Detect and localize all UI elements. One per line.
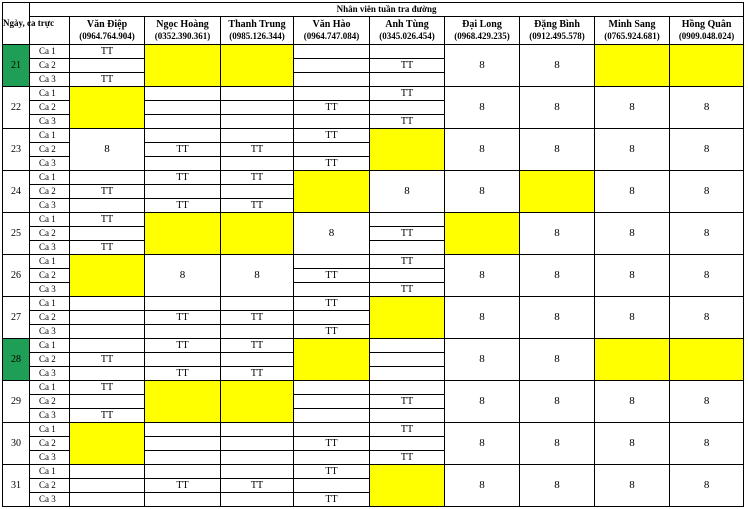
day-off-cell	[221, 381, 294, 423]
merged-shift-cell: 8	[520, 339, 595, 381]
merged-shift-cell: 8	[520, 45, 595, 87]
shift-cell	[221, 101, 294, 115]
staff-header	[294, 17, 370, 45]
shift-label: Ca 3	[30, 283, 70, 297]
shift-cell	[370, 367, 445, 381]
shift-cell: TT	[70, 213, 145, 227]
shift-cell: TT	[145, 339, 221, 353]
staff-name: Hồng Quân	[681, 19, 732, 30]
shift-cell: TT	[294, 101, 370, 115]
shift-cell	[70, 171, 145, 185]
shift-cell: TT	[221, 171, 294, 185]
shift-label: Ca 1	[30, 129, 70, 143]
merged-shift-cell: 8	[670, 255, 744, 297]
shift-cell: TT	[370, 115, 445, 129]
shift-cell: TT	[294, 493, 370, 507]
shift-cell: TT	[70, 73, 145, 87]
merged-shift-cell: 8	[595, 213, 670, 255]
shift-cell	[221, 185, 294, 199]
shift-row	[3, 339, 744, 353]
staff-name: Anh Tùng	[385, 19, 429, 30]
day-off-cell	[595, 45, 670, 87]
shift-cell	[294, 59, 370, 73]
shift-cell	[145, 465, 221, 479]
shift-cell	[370, 45, 445, 59]
day-off-cell	[294, 171, 370, 213]
day-number: 25	[3, 213, 30, 255]
merged-shift-cell: 8	[445, 423, 520, 465]
shift-label: Ca 2	[30, 479, 70, 493]
merged-shift-cell: 8	[520, 129, 595, 171]
shift-cell	[70, 367, 145, 381]
day-off-cell	[221, 213, 294, 255]
shift-row	[3, 465, 744, 479]
staff-header-row	[3, 17, 744, 45]
merged-shift-cell: 8	[670, 213, 744, 255]
shift-label: Ca 3	[30, 451, 70, 465]
shift-cell: TT	[370, 451, 445, 465]
shift-label: Ca 2	[30, 101, 70, 115]
staff-name: Đặng Bình	[534, 19, 580, 30]
shift-label: Ca 2	[30, 185, 70, 199]
shift-label: Ca 1	[30, 381, 70, 395]
staff-phone: (0345.026.454)	[379, 31, 435, 41]
shift-cell	[221, 157, 294, 171]
header-title-row	[3, 3, 744, 17]
shift-row	[3, 171, 744, 185]
shift-label: Ca 1	[30, 171, 70, 185]
day-off-cell	[145, 381, 221, 423]
shift-cell	[70, 199, 145, 213]
shift-cell	[294, 87, 370, 101]
shift-cell: TT	[70, 409, 145, 423]
shift-cell: TT	[145, 311, 221, 325]
shift-label: Ca 2	[30, 59, 70, 73]
shift-cell	[221, 129, 294, 143]
staff-group-title: Nhân viên tuần tra đường	[30, 3, 744, 17]
shift-cell	[294, 45, 370, 59]
shift-cell	[70, 395, 145, 409]
merged-shift-cell: 8	[670, 465, 744, 507]
shift-cell: TT	[294, 325, 370, 339]
staff-header	[595, 17, 670, 45]
day-number: 26	[3, 255, 30, 297]
shift-row	[3, 129, 744, 143]
shift-cell	[145, 129, 221, 143]
staff-name: Đại Long	[462, 19, 502, 30]
merged-shift-cell: 8	[520, 465, 595, 507]
staff-header	[445, 17, 520, 45]
day-number: 31	[3, 465, 30, 507]
merged-shift-cell: 8	[445, 297, 520, 339]
shift-cell: TT	[370, 283, 445, 297]
staff-header	[221, 17, 294, 45]
day-off-cell	[294, 339, 370, 381]
shift-cell	[294, 395, 370, 409]
merged-shift-cell: 8	[221, 255, 294, 297]
merged-shift-cell: 8	[595, 171, 670, 213]
merged-shift-cell: 8	[670, 297, 744, 339]
staff-header	[145, 17, 221, 45]
day-number: 30	[3, 423, 30, 465]
shift-cell	[370, 73, 445, 87]
merged-shift-cell: 8	[445, 339, 520, 381]
shift-cell: TT	[370, 227, 445, 241]
day-off-cell	[145, 213, 221, 255]
day-off-cell	[595, 339, 670, 381]
shift-cell	[370, 101, 445, 115]
shift-cell: TT	[70, 353, 145, 367]
merged-shift-cell: 8	[670, 423, 744, 465]
staff-header	[370, 17, 445, 45]
staff-phone: (0912.495.578)	[529, 31, 585, 41]
shift-label: Ca 3	[30, 493, 70, 507]
shift-cell	[70, 311, 145, 325]
shift-cell	[370, 381, 445, 395]
merged-shift-cell: 8	[520, 87, 595, 129]
shift-cell	[294, 423, 370, 437]
merged-shift-cell: 8	[595, 297, 670, 339]
day-off-cell	[370, 129, 445, 171]
shift-cell: TT	[370, 423, 445, 437]
shift-cell	[145, 157, 221, 171]
shift-cell: TT	[294, 437, 370, 451]
day-off-cell	[145, 45, 221, 87]
shift-cell	[370, 353, 445, 367]
shift-cell	[70, 297, 145, 311]
shift-cell	[145, 101, 221, 115]
shift-cell	[145, 87, 221, 101]
shift-cell	[370, 213, 445, 227]
shift-label: Ca 1	[30, 339, 70, 353]
shift-cell	[145, 423, 221, 437]
merged-shift-cell: 8	[445, 255, 520, 297]
shift-cell	[370, 437, 445, 451]
merged-shift-cell: 8	[595, 255, 670, 297]
shift-cell: TT	[145, 199, 221, 213]
shift-cell: TT	[370, 87, 445, 101]
merged-shift-cell: 8	[595, 381, 670, 423]
shift-cell	[70, 325, 145, 339]
merged-shift-cell: 8	[445, 129, 520, 171]
merged-shift-cell: 8	[670, 129, 744, 171]
shift-cell	[221, 465, 294, 479]
merged-shift-cell: 8	[595, 423, 670, 465]
day-off-cell	[670, 45, 744, 87]
staff-phone: (0765.924.681)	[604, 31, 660, 41]
day-off-cell	[670, 339, 744, 381]
shift-cell	[221, 423, 294, 437]
shift-cell	[294, 479, 370, 493]
shift-label: Ca 1	[30, 87, 70, 101]
day-number: 21	[3, 45, 30, 87]
merged-shift-cell: 8	[70, 129, 145, 171]
shift-label: Ca 3	[30, 157, 70, 171]
shift-label: Ca 2	[30, 395, 70, 409]
shift-cell	[221, 353, 294, 367]
shift-label: Ca 3	[30, 73, 70, 87]
staff-phone: (0964.747.084)	[303, 31, 360, 41]
shift-label: Ca 1	[30, 465, 70, 479]
shift-cell: TT	[145, 367, 221, 381]
shift-cell: TT	[221, 311, 294, 325]
merged-shift-cell: 8	[520, 255, 595, 297]
day-off-cell	[70, 255, 145, 297]
shift-cell: TT	[294, 129, 370, 143]
day-off-cell	[221, 45, 294, 87]
shift-label: Ca 3	[30, 409, 70, 423]
merged-shift-cell: 8	[520, 297, 595, 339]
shift-cell	[370, 339, 445, 353]
shift-cell	[70, 339, 145, 353]
merged-shift-cell: 8	[670, 381, 744, 423]
shift-cell	[145, 325, 221, 339]
shift-row	[3, 381, 744, 395]
shift-cell: TT	[145, 143, 221, 157]
shift-cell	[145, 451, 221, 465]
shift-label: Ca 2	[30, 437, 70, 451]
shift-cell	[294, 73, 370, 87]
shift-row	[3, 423, 744, 437]
shift-cell	[370, 269, 445, 283]
shift-row	[3, 87, 744, 101]
staff-name: Văn Điệp	[86, 19, 128, 30]
shift-cell	[221, 451, 294, 465]
shift-cell: TT	[221, 479, 294, 493]
staff-phone: (0909.048.024)	[678, 31, 735, 41]
shift-cell	[294, 143, 370, 157]
shift-cell	[70, 465, 145, 479]
day-number: 22	[3, 87, 30, 129]
staff-header	[520, 17, 595, 45]
shift-cell: TT	[70, 381, 145, 395]
merged-shift-cell: 8	[595, 465, 670, 507]
shift-cell: TT	[294, 157, 370, 171]
merged-shift-cell: 8	[670, 171, 744, 213]
shift-cell: TT	[70, 241, 145, 255]
corner-header: Ngày, ca trực	[3, 3, 30, 45]
shift-cell	[145, 353, 221, 367]
shift-label: Ca 2	[30, 353, 70, 367]
staff-name: Thanh Trung	[228, 19, 286, 30]
merged-shift-cell: 8	[595, 87, 670, 129]
shift-label: Ca 1	[30, 213, 70, 227]
shift-row	[3, 255, 744, 269]
shift-cell	[70, 493, 145, 507]
shift-label: Ca 1	[30, 45, 70, 59]
staff-phone: (0968.429.235)	[454, 31, 510, 41]
shift-label: Ca 3	[30, 367, 70, 381]
shift-cell: TT	[294, 297, 370, 311]
staff-name: Ngọc Hoàng	[156, 19, 209, 30]
merged-shift-cell: 8	[520, 423, 595, 465]
shift-cell	[145, 297, 221, 311]
day-number: 24	[3, 171, 30, 213]
shift-cell	[221, 325, 294, 339]
shift-label: Ca 1	[30, 255, 70, 269]
merged-shift-cell: 8	[145, 255, 221, 297]
day-number: 28	[3, 339, 30, 381]
shift-cell	[70, 59, 145, 73]
shift-row	[3, 297, 744, 311]
shift-cell: TT	[145, 171, 221, 185]
day-off-cell	[520, 171, 595, 213]
shift-schedule-table	[2, 2, 744, 507]
shift-cell: TT	[294, 269, 370, 283]
staff-phone: (0964.764.904)	[79, 31, 135, 41]
shift-label: Ca 1	[30, 297, 70, 311]
shift-cell	[70, 227, 145, 241]
day-off-cell	[370, 297, 445, 339]
shift-cell: TT	[221, 199, 294, 213]
shift-cell: TT	[70, 45, 145, 59]
shift-cell	[221, 115, 294, 129]
shift-cell: TT	[294, 465, 370, 479]
merged-shift-cell: 8	[445, 381, 520, 423]
staff-header	[70, 17, 145, 45]
merged-shift-cell: 8	[520, 213, 595, 255]
staff-header	[670, 17, 744, 45]
shift-cell	[145, 185, 221, 199]
staff-phone: (0985.126.344)	[229, 31, 285, 41]
shift-cell	[145, 437, 221, 451]
shift-cell: TT	[221, 339, 294, 353]
shift-label: Ca 2	[30, 269, 70, 283]
merged-shift-cell: 8	[670, 87, 744, 129]
shift-cell	[221, 87, 294, 101]
day-off-cell	[445, 213, 520, 255]
day-number: 23	[3, 129, 30, 171]
shift-cell: TT	[370, 59, 445, 73]
day-number: 29	[3, 381, 30, 423]
merged-shift-cell: 8	[370, 171, 445, 213]
shift-label: Ca 1	[30, 423, 70, 437]
merged-shift-cell: 8	[445, 87, 520, 129]
merged-shift-cell: 8	[445, 465, 520, 507]
shift-cell	[370, 241, 445, 255]
shift-cell	[294, 283, 370, 297]
shift-cell	[221, 437, 294, 451]
shift-cell	[294, 451, 370, 465]
shift-label: Ca 2	[30, 311, 70, 325]
merged-shift-cell: 8	[445, 45, 520, 87]
shift-cell	[70, 479, 145, 493]
shift-cell	[221, 297, 294, 311]
shift-cell	[294, 255, 370, 269]
shift-cell: TT	[221, 367, 294, 381]
shift-cell: TT	[221, 143, 294, 157]
shift-cell	[294, 409, 370, 423]
shift-cell	[294, 311, 370, 325]
staff-name: Minh Sang	[608, 19, 656, 30]
shift-cell	[221, 493, 294, 507]
shift-cell: TT	[370, 395, 445, 409]
shift-label: Ca 3	[30, 199, 70, 213]
shift-row	[3, 213, 744, 227]
shift-cell	[145, 493, 221, 507]
shift-cell	[145, 115, 221, 129]
shift-cell: TT	[70, 185, 145, 199]
staff-name: Văn Hào	[312, 19, 351, 30]
shift-label: Ca 3	[30, 115, 70, 129]
shift-cell	[294, 381, 370, 395]
shift-cell	[370, 409, 445, 423]
merged-shift-cell: 8	[294, 213, 370, 255]
shift-cell: TT	[145, 479, 221, 493]
shift-label: Ca 3	[30, 325, 70, 339]
merged-shift-cell: 8	[595, 129, 670, 171]
merged-shift-cell: 8	[445, 171, 520, 213]
staff-phone: (0352.390.361)	[154, 31, 211, 41]
shift-label: Ca 2	[30, 227, 70, 241]
shift-label: Ca 2	[30, 143, 70, 157]
shift-row	[3, 45, 744, 59]
day-off-cell	[370, 465, 445, 507]
shift-label: Ca 3	[30, 241, 70, 255]
day-number: 27	[3, 297, 30, 339]
day-off-cell	[70, 423, 145, 465]
day-off-cell	[70, 87, 145, 129]
shift-cell	[294, 115, 370, 129]
merged-shift-cell: 8	[520, 381, 595, 423]
shift-cell: TT	[370, 255, 445, 269]
